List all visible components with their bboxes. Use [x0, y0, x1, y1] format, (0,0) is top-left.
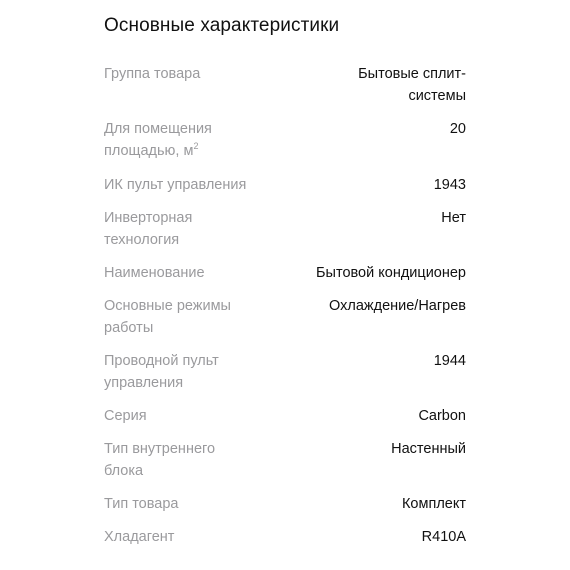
spec-row-wired-remote: [104, 350, 466, 394]
spec-label: Инверторная технология: [104, 210, 193, 248]
spec-row-series: [104, 405, 466, 427]
section-title: Основные характеристики: [104, 15, 340, 36]
spec-row-inverter: [104, 207, 466, 251]
spec-row-room-area: [104, 118, 466, 162]
superscript-2: 2: [193, 141, 199, 152]
spec-label: Тип товара: [104, 496, 179, 512]
spec-row-modes: [104, 295, 466, 339]
spec-row-name: [104, 262, 466, 284]
spec-row-product-group: [104, 63, 466, 107]
spec-label: Проводной пульт управления: [104, 353, 219, 391]
spec-value: Комплект: [401, 496, 466, 512]
spec-value: R410A: [421, 529, 466, 545]
spec-value: Бытовой кондиционер: [316, 265, 466, 281]
spec-value: Охлаждение/Нагрев: [329, 298, 466, 314]
spec-label: Основные режимы работы: [104, 298, 231, 336]
spec-row-refrigerant: [104, 526, 466, 548]
spec-label: Для помещения площадью, $м^2$: [104, 121, 212, 159]
spec-value: Нет: [441, 210, 466, 226]
spec-value: 1943: [433, 177, 466, 193]
spec-value: 20: [449, 121, 466, 137]
specs-list: [104, 63, 466, 548]
spec-row-indoor-unit-type: [104, 438, 466, 482]
spec-label: Наименование: [104, 265, 205, 281]
spec-label: Тип внутреннего блока: [104, 441, 216, 479]
spec-value: Carbon: [418, 408, 466, 424]
spec-label: Серия: [104, 408, 147, 424]
spec-label: Хладагент: [104, 529, 175, 545]
spec-row-product-type: [104, 493, 466, 515]
spec-row-ir-remote: [104, 174, 466, 196]
spec-label: Группа товара: [104, 66, 201, 82]
spec-value: Бытовые сплит-системы: [358, 66, 466, 104]
spec-value: Настенный: [391, 441, 466, 457]
spec-label: ИК пульт управления: [104, 177, 247, 193]
spec-value: 1944: [433, 353, 466, 369]
